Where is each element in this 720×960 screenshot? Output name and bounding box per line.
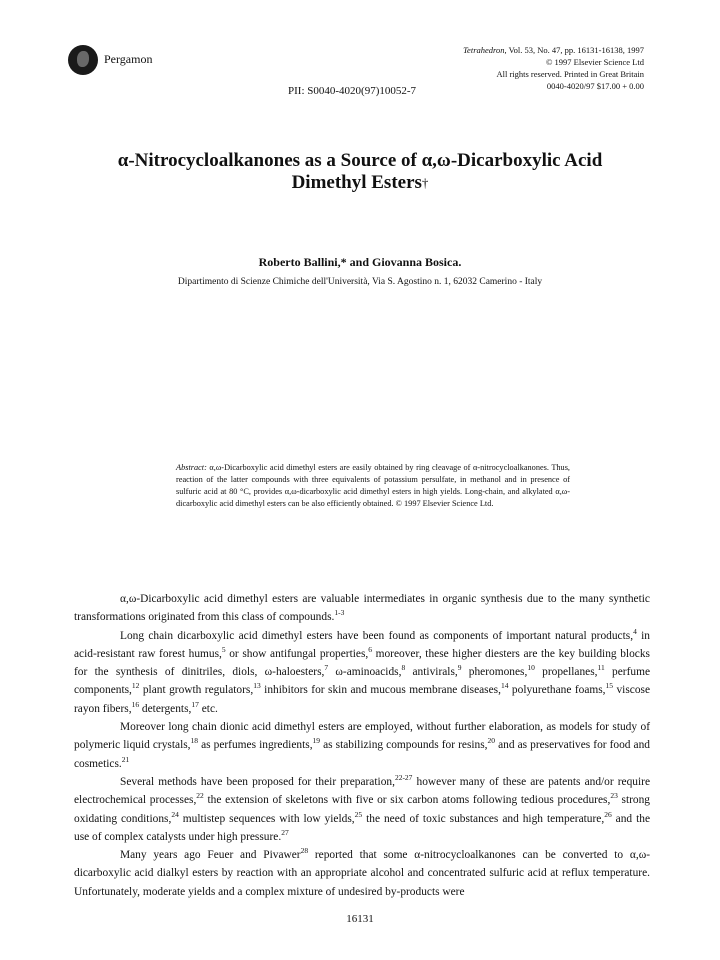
abstract-label: Abstract: (176, 463, 207, 472)
citation-ref: 24 (171, 809, 179, 819)
citation-ref: 22-27 (394, 773, 413, 783)
pii-code: PII: S0040-4020(97)10052-7 (288, 85, 417, 97)
citation-ref: 15 (605, 681, 614, 691)
page-number: 16131 (346, 913, 374, 925)
title-line-2 (60, 172, 660, 194)
citation-ref: 9 (457, 663, 462, 673)
publisher-logo (68, 45, 98, 75)
citation-ref: 19 (312, 736, 321, 746)
authors: Roberto Ballini,* and Giovanna Bosica. (258, 255, 462, 269)
citation-ref: 21 (121, 754, 130, 764)
citation-ref: 22 (196, 791, 204, 801)
title-line-1: α-Nitrocycloalkanones as a Source of α,ω-Dicarboxylic Acid (117, 150, 603, 171)
paper-title (60, 150, 660, 194)
citation-ref: 20 (487, 736, 496, 746)
citation-ref: 12 (131, 681, 140, 691)
citation-ref: 25 (354, 809, 363, 819)
citation-line (463, 44, 644, 56)
citation-ref: 13 (253, 681, 261, 691)
citation-ref: 16 (131, 699, 140, 709)
abstract-copyright: © 1997 Elsevier Science Ltd. (395, 499, 494, 508)
citation-ref: 8 (401, 663, 406, 673)
copyright-line: © 1997 Elsevier Science Ltd (545, 57, 644, 67)
citation-ref: 26 (604, 809, 612, 819)
body-text (74, 590, 650, 901)
journal-info (463, 44, 644, 92)
abstract (176, 462, 570, 510)
citation-ref: 6 (368, 645, 372, 655)
paragraph-3: Moreover long chain dionic acid dimethyl esters are employed, without further elaboration, as models for study of polymeric liquid crystals,$^{18}$ as perfumes ingredients,$^{19}$ as stabilizing compounds for resins,$^{20}$ and as preservatives for food and cosmetics.$^{21}$ (74, 721, 651, 770)
citation-ref: 14 (500, 681, 509, 691)
citation-ref: 1-3 (334, 608, 345, 618)
citation-ref: 11 (597, 663, 605, 673)
rights-line: All rights reserved. Printed in Great Britain (496, 69, 644, 79)
affiliation: Dipartimento di Scienze Chimiche dell'Università, Via S. Agostino n. 1, 62032 Camerino - Italy (177, 277, 543, 287)
citation-ref: 18 (190, 736, 199, 746)
publisher-name: Pergamon (104, 52, 153, 66)
abstract-text: α,ω-Dicarboxylic acid dimethyl esters are easily obtained by ring cleavage of α-nitrocycloalkanones. Thus, reaction of the latter compounds with three equivalents of potassium persulfate, in methanol and in presence of sulfuric acid at 80 °C, provides α,ω-dicarboxylic acid dimethyl esters in high yields. Long-chain, and alkylated α,ω-dicarboxylic acid dimethyl esters can be also efficiently obtained. (176, 463, 570, 508)
citation-ref: 27 (281, 828, 289, 838)
citation-ref: 7 (324, 663, 329, 673)
journal-citation: , Vol. 53, No. 47, pp. 16131-16138, 1997 (504, 45, 644, 55)
citation-ref: 17 (191, 699, 199, 709)
title-line-2-text: Dimethyl Esters (291, 172, 422, 193)
issn-price: 0040-4020/97 $17.00 + 0.00 (546, 81, 644, 91)
paragraph-4: Several methods have been proposed for their preparation,$^{22-27}$ however many of these are patents and/or require electrochemical processes,$^{22}$ the extension of skeletons with five or six carbon atoms following tedious procedures,$^{23}$ strong oxidating conditions,$^{24}$ multistep sequences with low yields,$^{25}$ the need of toxic substances and high temperature,$^{26}$ and the use of complex catalysts under high pressure.$^{27}$ (74, 773, 650, 843)
citation-ref: 23 (610, 791, 618, 801)
citation-ref: 4 (633, 626, 637, 636)
citation-ref: 10 (527, 663, 535, 673)
journal-name: Tetrahedron (463, 45, 505, 55)
citation-ref: 28 (300, 846, 309, 856)
paragraph-5: Many years ago Feuer and Pivawer$^{28}$ reported that some α-nitrocycloalkanones can be converted to α,ω-dicarboxylic acid dialkyl esters by reaction with an appropriate alcohol and concentrated sulfuric acid at reflux temperature. Unfortunately, moderate yields and a complex mixture of undesired by-products were (74, 846, 651, 898)
paragraph-2: Long chain dicarboxylic acid dimethyl esters have been found as components of important natural products,$^4$ in acid-resistant raw forest humus,$^5$ or show antifungal properties,$^6$ moreover, these higher diesters are the key building blocks for the synthesis of dinitriles, diols, ω-haloesters,$^7$ ω-aminoacids,$^8$ antivirals,$^9$ pheromones,$^{10}$ propellanes,$^{11}$ perfume components,$^{12}$ plant growth regulators,$^{13}$ inhibitors for skin and mucous membrane diseases,$^{14}$ polyurethane foams,$^{15}$ viscose rayon fibers,$^{16}$ detergents,$^{17}$ etc. (74, 626, 651, 715)
citation-ref: 5 (221, 645, 226, 655)
paragraph-1: α,ω-Dicarboxylic acid dimethyl esters are valuable intermediates in organic synthesis due to the many synthetic transformations originated from this class of compounds.$^{1-3}$ (74, 593, 650, 624)
title-dagger: † (421, 175, 429, 190)
